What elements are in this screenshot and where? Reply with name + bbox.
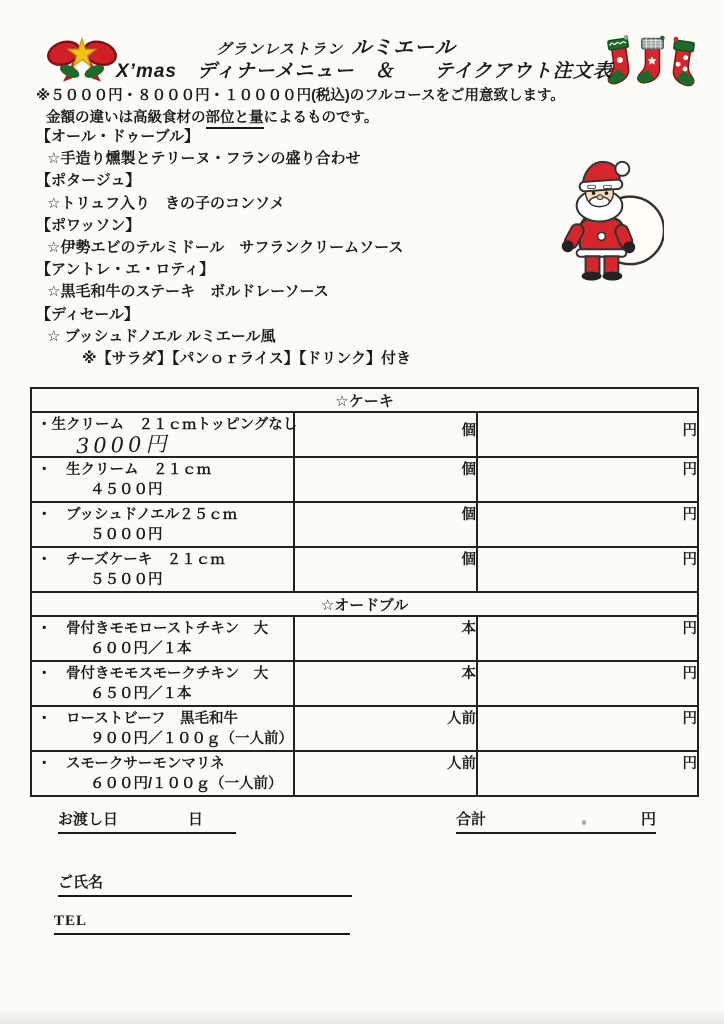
scan-edge-shadow	[0, 1010, 724, 1024]
item-name: ・ ブッシュドノエル２５ｃｍ	[37, 507, 238, 523]
tel-label: TEL	[54, 913, 88, 929]
table-row	[31, 412, 698, 457]
yen-label: 円	[682, 462, 698, 478]
table-row	[31, 547, 698, 592]
takeout-order-table	[30, 387, 699, 797]
item-cell	[31, 661, 294, 706]
unit-label: 本	[461, 666, 476, 682]
portion-note	[46, 106, 378, 127]
item-cell	[31, 547, 294, 592]
item-price: ６００円/１００ｇ（一人前）	[90, 776, 283, 792]
amount-cell	[477, 751, 698, 796]
christmas-stockings-icon	[604, 34, 700, 90]
course-category: 【ポワッソン】	[36, 216, 141, 234]
santa-claus-icon	[530, 151, 664, 285]
amount-cell	[477, 706, 698, 751]
table-row	[31, 457, 698, 502]
section-header-hors-doeuvre: ☆オードブル	[31, 592, 698, 616]
amount-cell	[477, 547, 698, 592]
yen-label: 円	[682, 621, 698, 637]
unit-label: 人前	[447, 711, 476, 727]
amount-cell	[477, 661, 698, 706]
portion-note-pre: 金額の違いは高級食材の	[46, 110, 206, 126]
unit-label: 個	[461, 552, 476, 568]
amount-cell	[477, 412, 698, 457]
yen-label: 円	[682, 552, 698, 568]
table-row	[31, 616, 698, 661]
item-cell	[31, 706, 294, 751]
handover-day-unit: 日	[188, 811, 204, 828]
item-name: ・ 骨付きモモスモークチキン 大	[37, 666, 269, 682]
item-cell	[31, 502, 294, 547]
item-name: ・ 骨付きモモローストチキン 大	[37, 621, 269, 637]
course-item: ☆ ブッシュドノエル ルミエール風	[47, 327, 276, 345]
amount-cell	[477, 457, 698, 502]
item-cell	[31, 751, 294, 796]
yen-label: 円	[682, 507, 698, 523]
course-item: ☆トリュフ入り きの子のコンソメ	[47, 194, 285, 212]
item-cell	[31, 412, 298, 459]
quantity-cell	[294, 547, 477, 592]
total-label: 合計	[456, 811, 487, 828]
course-includes-note: ※【サラダ】【パンｏｒライス】【ドリンク】付き	[82, 350, 411, 368]
price-note: ※５０００円・８０００円・１００００円(税込)のフルコースをご用意致します。	[36, 88, 565, 104]
quantity-cell	[294, 457, 477, 502]
unit-label: 人前	[447, 756, 476, 772]
course-menu	[36, 126, 411, 370]
course-category: 【アントレ・エ・ロティ】	[36, 261, 215, 279]
yen-label: 円	[682, 666, 698, 682]
restaurant-title-prefix: グランレストラン	[216, 41, 344, 58]
form-subtitle: X’mas ディナーメニュー ＆ テイクアウト注文表	[116, 61, 613, 82]
item-price: ６００円／１本	[90, 641, 192, 657]
handover-date-field	[58, 808, 236, 834]
portion-note-underlined: 部位と量	[206, 110, 264, 129]
item-name: ・ チーズケーキ ２１ｃｍ	[37, 552, 225, 568]
total-yen-unit: 円	[640, 811, 656, 828]
course-category: 【オール・ドゥーブル】	[36, 128, 199, 145]
table-row	[31, 502, 698, 547]
tel-field	[54, 913, 350, 935]
item-name: ・ スモークサーモンマリネ	[37, 756, 225, 772]
quantity-cell	[294, 502, 477, 547]
item-price: ５５００円	[90, 572, 163, 588]
quantity-cell	[294, 751, 477, 796]
item-price: ４５００円	[90, 482, 163, 498]
quantity-cell	[294, 616, 477, 661]
course-category: 【ディセール】	[36, 305, 139, 323]
scan-speck	[582, 820, 586, 825]
portion-note-post: によるものです。	[263, 110, 379, 126]
item-price: ９００円／１００ｇ（一人前）	[90, 731, 293, 747]
item-price-handwritten: 3000円	[75, 431, 171, 459]
table-row	[31, 706, 698, 751]
unit-label: 個	[461, 423, 476, 439]
customer-name-field	[58, 871, 352, 897]
item-price: ６５０円／１本	[90, 686, 192, 702]
quantity-cell	[294, 706, 477, 751]
quantity-cell	[294, 412, 477, 457]
item-cell	[31, 457, 294, 502]
item-cell	[31, 616, 294, 661]
christmas-bow-icon	[44, 31, 120, 87]
table-row	[31, 751, 698, 796]
yen-label: 円	[682, 423, 698, 439]
item-name: ・ ローストビーフ 黒毛和牛	[37, 711, 238, 727]
table-row	[31, 661, 698, 706]
unit-label: 本	[461, 621, 476, 637]
unit-label: 個	[461, 462, 476, 478]
amount-cell	[477, 616, 698, 661]
handover-date-label: お渡し日	[58, 811, 119, 828]
item-name: ・生クリーム ２１ｃｍトッピングなし	[37, 417, 298, 433]
quantity-cell	[294, 661, 477, 706]
customer-name-label: ご氏名	[58, 874, 104, 891]
amount-cell	[477, 502, 698, 547]
course-item: ☆伊勢エビのテルミドール サフランクリームソース	[47, 239, 404, 257]
course-item: ☆黒毛和牛のステーキ ボルドレーソース	[47, 283, 329, 301]
section-header-cake: ☆ケーキ	[31, 388, 698, 412]
yen-label: 円	[682, 756, 698, 772]
yen-label: 円	[682, 711, 698, 727]
course-category: 【ポタージュ】	[36, 172, 141, 190]
unit-label: 個	[461, 507, 476, 523]
item-name: ・ 生クリーム ２１ｃｍ	[37, 462, 211, 478]
restaurant-name: ルミエール	[351, 37, 456, 59]
course-item: ☆手造り燻製とテリーヌ・フランの盛り合わせ	[47, 150, 361, 168]
item-price: ５０００円	[90, 527, 163, 543]
total-field	[456, 808, 656, 834]
